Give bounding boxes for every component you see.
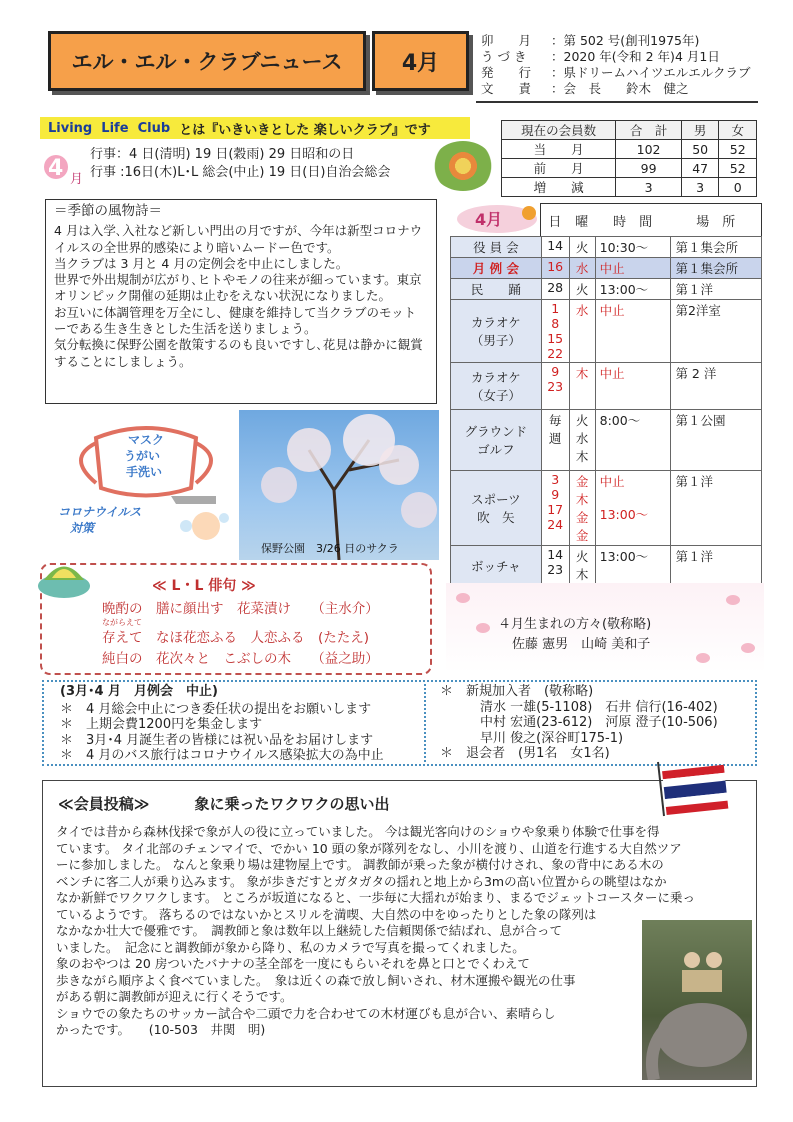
birthday-title: ４月生まれの方々(敬称略) — [498, 617, 652, 632]
table-row: スポーツ 吹 矢 3 9 17 24 金 木 金 金 中止 13:00～ 第１洋 — [451, 471, 762, 546]
member-count-table: 現在の会員数 合 計 男 女 当 月 102 50 52 前 月 99 47 52 増 減 3 3 0 — [501, 120, 757, 197]
meeting-title: (3月･4 月 月例会 中止) — [60, 684, 218, 699]
birthday-names: 佐藤 憲男 山崎 美和子 — [512, 637, 651, 652]
month-box — [372, 31, 469, 91]
events-line-2: 行事 :16日(木)L･L 総会(中止) 19 日(日)自治会総会 — [90, 165, 391, 180]
april-badge-num: 4 — [48, 156, 64, 181]
notice-divider — [424, 684, 426, 762]
mask-text-3: 手洗い — [126, 465, 163, 479]
events-text — [90, 146, 390, 182]
events-line-1: 行事：4 日(清明) 19 日(穀雨) 29 日昭和の日 — [90, 147, 355, 162]
schedule-table — [450, 236, 762, 607]
table-row: ボッチャ 14 23 火 木 13:00～ 第１洋 — [451, 546, 762, 586]
season-box — [45, 199, 437, 404]
haiku-box — [40, 563, 432, 675]
season-para: 気分転換に保野公園を散策するのも良いですし､花見は静かに観賞することにしましょう。 — [54, 337, 423, 369]
list-item: 中村 宏通(23-612) 河原 澄子(10-506) — [480, 715, 718, 730]
table-row: カラオケ （男子） 1 8 15 22 水 中止 第2洋室 — [451, 300, 762, 363]
meeting-notice — [60, 684, 384, 764]
elephant-photo — [642, 920, 752, 1080]
publication-info: 卯 月 ：第 502 号(創刊1975年) う づ き ：2020 年(令和 2 年)4 月1日 発 行 ：県ドリームハイツエルエルクラブ 文 責 ：会 長 鈴木 健之 — [481, 33, 751, 96]
haiku-line-3: 純白の 花次々と こぶしの木 （益之助） — [102, 651, 379, 667]
list-item: ＊ 上期会費1200円を集金します — [60, 717, 263, 732]
list-item: 清水 一雄(5-1108) 石井 信行(16-402) — [480, 699, 718, 715]
month-label: 4月 — [401, 50, 440, 76]
mask-illustration — [56, 408, 236, 548]
season-para: 当クラブは 3 月と 4 月の定例会を中止にしました。 — [54, 255, 349, 271]
haiku-ruby: ながらえて — [102, 618, 142, 627]
flower-bed-image — [432, 141, 494, 191]
birthday-box — [446, 583, 764, 673]
photo-caption: 保野公園 3/26 日のサクラ — [261, 542, 399, 555]
header-rule — [476, 101, 758, 103]
list-item: 早川 俊之(深谷町175-1) — [480, 730, 624, 746]
list-item: ＊ 4 月総会中止につき委任状の提出をお願いします — [60, 701, 372, 717]
april-badge-unit: 月 — [70, 172, 84, 187]
season-title: ＝季節の風物詩＝ — [54, 203, 162, 219]
essay-body: タイでは昔から森林伐採で象が人の役に立っていました。 今は観光客向けのショウや象乗り体験で仕事を得 ています。 タイ北部のチェンマイで、でかい 10 頭の象が隊列をなし、小川を渡り、山道を行進する大自然ツア ーに参加しました。 なんと象乗り場は建物屋上です。 調教師が乗った象が横付けされ、象の背中にある木の ベンチに客二人が乗り込みます。 象が歩きだすとガタガタの揺れと地上から3mの高い位置からの眺望はなか なか新鮮でワクワクします。 ところが坂道になると、一歩毎に大揺れが始まり、まるでジェットコースターに乗っ ているようです。 落ちるのではないかとスリルを満喫、大自然の中をゆったりとした象の隊列は なかなか壮大で優雅です。 調教師と象は数年以上継続した信頼関係で結ばれ、息が合って いました。 記念にと調教師が象から降り、私のカメラで写真を撮ってくれました。 象のおやつは 20 房ついたバナナの茎全部を一度にもらいそれを鼻と口とでくわえて 歩きながら順序よく食べていました。 象は近くの森で放し飼いされ、材木運搬や観光の仕事 がある朝に調教師が迎えに行くそうです。 ショウでの象たちのサッカー試合や二頭で力を合わせての木材運びも息が合い、素晴らし かったです。 (10-503 井関 明) — [56, 824, 695, 1037]
table-row: 増 減 3 3 0 — [502, 178, 757, 197]
food-bowl-icon — [34, 548, 94, 603]
cherry-tree-icon — [239, 410, 439, 560]
table-row: 当 月 102 50 52 — [502, 140, 757, 159]
table-row: グラウンド ゴルフ 毎 週 火 水 木 8:00～ 第１公園 — [451, 410, 762, 471]
newsletter-title-box — [48, 31, 366, 91]
april-badge-icon — [42, 145, 92, 187]
haiku-line-1: 晩酌の 膳に顔出す 花菜漬け （主水介） — [102, 601, 379, 617]
haiku-title: ≪ L・L 俳句 ≫ — [152, 578, 256, 594]
table-row: 民 踊 28 火 13:00～ 第１洋 — [451, 279, 762, 300]
new-members — [440, 684, 718, 762]
season-para: 世界で外出規制が広がり､ヒトやモノの往来が細っています。東京オリンピック開催の延期は止むをえない状況になりました。 — [54, 272, 422, 304]
table-row: カラオケ （女子） 9 23 木 中止 第 2 洋 — [451, 363, 762, 410]
season-para: 4 月は入学､入社など新しい門出の月ですが、今年は新型コロナウイルスの全世界的感染により暗いムードー色です。 — [54, 223, 423, 255]
mask-text-2: うがい — [124, 449, 161, 463]
mask-text-1: マスク — [128, 433, 165, 447]
table-row: 前 月 99 47 52 — [502, 159, 757, 178]
schedule-badge-label: 4月 — [475, 210, 503, 229]
newsletter-title: エル・エル・クラブニュース — [71, 50, 343, 74]
table-row: 月 例 会 16 水 中止 第１集会所 — [451, 258, 762, 279]
corona-text-1: コロナウイルス — [58, 505, 142, 519]
cherry-blossom-photo — [239, 410, 439, 560]
schedule-badge — [453, 203, 541, 235]
schedule-header: 日 曜 時 間 場 所 — [540, 203, 762, 236]
list-item: ＊ 4 月のバス旅行はコロナウイルス感染拡大の為中止 — [60, 748, 384, 763]
club-banner: Living Life Club とは『いきいきとした 楽しいクラブ』です — [40, 117, 470, 139]
list-item: ＊ 3月･4 月誕生者の皆様には祝い品をお届けします — [60, 732, 374, 748]
season-para: お互いに体調管理を万全にし、健康を維持して当クラブのモットーである生き生きとした生活を送りましょう。 — [54, 304, 417, 337]
essay-header: ≪会員投稿≫ 象に乗ったワクワクの思い出 — [58, 795, 390, 813]
table-row: 役 員 会 14 火 10:30～ 第１集会所 — [451, 237, 762, 258]
leaving-members: ＊ 退会者 (男1名 女1名) — [440, 746, 610, 761]
haiku-line-2: 存えて なほ花恋ふる 人恋ふる (たたえ) — [102, 630, 370, 646]
new-members-title: ＊ 新規加入者 (敬称略) — [440, 684, 594, 699]
corona-text-2: 対策 — [70, 521, 95, 535]
thai-flag-icon — [654, 758, 734, 818]
